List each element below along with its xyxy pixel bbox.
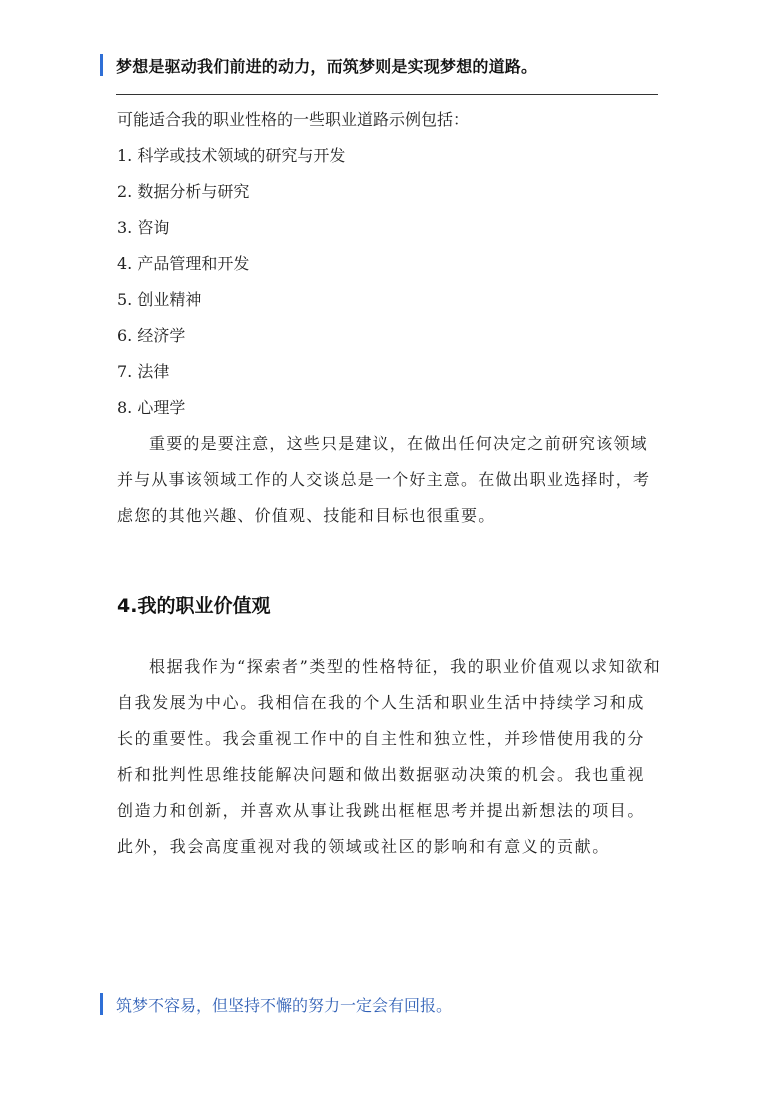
header-accent-bar	[100, 54, 103, 76]
section-title: 4.我的职业价值观	[117, 595, 271, 617]
list-item: 5. 创业精神	[117, 290, 202, 309]
list-item: 2. 数据分析与研究	[117, 182, 250, 201]
career-intro-text: 可能适合我的职业性格的一些职业道路示例包括：	[117, 110, 470, 129]
career-list	[117, 138, 662, 426]
header-quote	[100, 52, 537, 78]
list-item: 3. 咨询	[117, 218, 170, 237]
footer-accent-bar	[100, 993, 103, 1015]
list-item: 1. 科学或技术领域的研究与开发	[117, 146, 346, 165]
footer-quote	[100, 991, 452, 1017]
header-divider	[116, 94, 658, 95]
career-note-paragraph: 重要的是要注意，这些只是建议，在做出任何决定之前研究该领域并与从事该领域工作的人交谈总是一个好主意。在做出职业选择时，考虑您的其他兴趣、价值观、技能和目标也很重要。	[117, 434, 651, 525]
list-item: 7. 法律	[117, 362, 170, 381]
career-examples-section	[117, 102, 662, 534]
header-quote-text: 梦想是驱动我们前进的动力，而筑梦则是实现梦想的道路。	[116, 56, 538, 76]
list-item: 8. 心理学	[117, 398, 186, 417]
career-values-paragraph: 根据我作为“探索者”类型的性格特征，我的职业价值观以求知欲和自我发展为中心。我相信在我的个人生活和职业生活中持续学习和成长的重要性。我会重视工作中的自主性和独立性，并珍惜使用我的分析和批判性思维技能解决问题和做出数据驱动决策的机会。我也重视创造力和创新，并喜欢从事让我跳出框框思考并提出新想法的项目。此外，我会高度重视对我的领域或社区的影响和有意义的贡献。	[117, 657, 662, 856]
list-item: 6. 经济学	[117, 326, 186, 345]
list-item: 4. 产品管理和开发	[117, 254, 250, 273]
footer-quote-text: 筑梦不容易，但坚持不懈的努力一定会有回报。	[116, 995, 453, 1015]
